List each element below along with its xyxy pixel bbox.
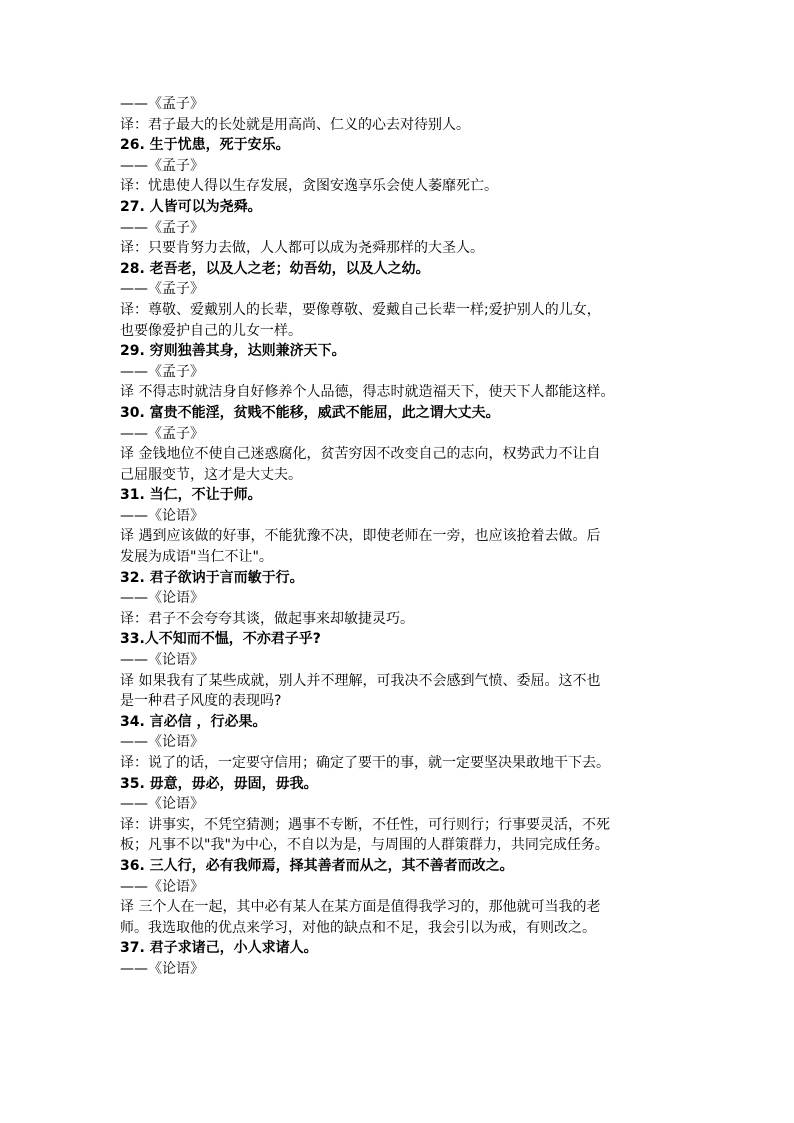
source-line: ——《论语》 xyxy=(120,507,204,524)
quote-heading-36: 36. 三人行，必有我师焉，择其善者而从之，其不善者而改之。 xyxy=(120,857,514,874)
translation-line: 译：尊敬、爱戴别人的长辈，要像尊敬、爱戴自己长辈一样;爱护别人的儿女， xyxy=(120,301,601,318)
translation-line: 译 遇到应该做的好事，不能犹豫不决，即使老师在一旁，也应该抢着去做。后 xyxy=(120,528,601,545)
source-line: ——《论语》 xyxy=(120,734,204,751)
quote-heading-31: 31. 当仁，不让于师。 xyxy=(120,487,262,504)
quote-heading-34: 34. 言必信 ，行必果。 xyxy=(120,713,267,730)
quote-heading-30: 30. 富贵不能淫，贫贱不能移，威武不能屈，此之谓大丈夫。 xyxy=(120,404,500,421)
source-line: ——《论语》 xyxy=(120,878,204,895)
translation-line: 译 不得志时就洁身自好修养个人品德，得志时就造福天下，使天下人都能这样。 xyxy=(120,384,615,401)
source-line: ——《孟子》 xyxy=(120,96,204,112)
translation-line: 译：讲事实，不凭空猜测；遇事不专断，不任性，可行则行；行事要灵活，不死 xyxy=(120,816,610,833)
translation-line: 译 三个人在一起，其中必有某人在某方面是值得我学习的，那他就可当我的老 xyxy=(120,899,601,916)
source-line: ——《论语》 xyxy=(120,796,204,813)
quote-heading-29: 29. 穷则独善其身，达则兼济天下。 xyxy=(120,343,346,360)
translation-line: 发展为成语"当仁不让"。 xyxy=(120,549,273,566)
quote-heading-27: 27. 人皆可以为尧舜。 xyxy=(120,198,262,215)
source-line: ——《孟子》 xyxy=(120,363,204,380)
translation-line: 译：说了的话，一定要守信用；确定了要干的事，就一定要坚决果敢地干下去。 xyxy=(120,755,610,771)
source-line: ——《孟子》 xyxy=(120,425,204,442)
source-line: ——《论语》 xyxy=(120,960,204,977)
source-line: ——《论语》 xyxy=(120,590,204,607)
translation-line: 师。我选取他的优点来学习，对他的缺点和不足，我会引以为戒，有则改之。 xyxy=(120,919,596,936)
source-line: ——《论语》 xyxy=(120,652,204,669)
quote-heading-33: 33.人不知而不愠，不亦君子乎? xyxy=(120,631,321,648)
quote-heading-26: 26. 生于忧患，死于安乐。 xyxy=(120,137,290,154)
quote-heading-28: 28. 老吾老，以及人之老；幼吾幼，以及人之幼。 xyxy=(120,260,430,277)
quote-heading-35: 35. 毋意，毋必，毋固，毋我。 xyxy=(120,775,318,792)
translation-line: 译：君子不会夸夸其谈，做起事来却敏捷灵巧。 xyxy=(120,610,414,627)
quote-heading-37: 37. 君子求诸己，小人求诸人。 xyxy=(120,940,318,957)
translation-line: 译 金钱地位不使自己迷惑腐化，贫苦穷因不改变自己的志向，权势武力不让自 xyxy=(120,446,601,463)
translation-line: 译：君子最大的长处就是用高尚、仁义的心去对待别人。 xyxy=(120,116,470,133)
source-line: ——《孟子》 xyxy=(120,157,204,174)
translation-line: 译：忧患使人得以生存发展，贪图安逸享乐会使人萎靡死亡。 xyxy=(120,178,498,195)
translation-line: 板；凡事不以"我"为中心，不自以为是，与周围的人群策群力，共同完成任务。 xyxy=(120,837,609,854)
source-line: ——《孟子》 xyxy=(120,219,204,236)
translation-line: 也要像爱护自己的儿女一样。 xyxy=(120,322,302,339)
quote-heading-32: 32. 君子欲讷于言而敏于行。 xyxy=(120,569,304,586)
translation-line: 己屈服变节，这才是大丈夫。 xyxy=(120,466,302,483)
source-line: ——《孟子》 xyxy=(120,281,204,298)
translation-line: 译 如果我有了某些成就，别人并不理解，可我决不会感到气愤、委屈。这不也 xyxy=(120,672,601,689)
translation-line: 是一种君子风度的表现吗? xyxy=(120,693,282,710)
document-page xyxy=(120,94,690,980)
translation-line: 译：只要肯努力去做，人人都可以成为尧舜那样的大圣人。 xyxy=(120,240,484,257)
